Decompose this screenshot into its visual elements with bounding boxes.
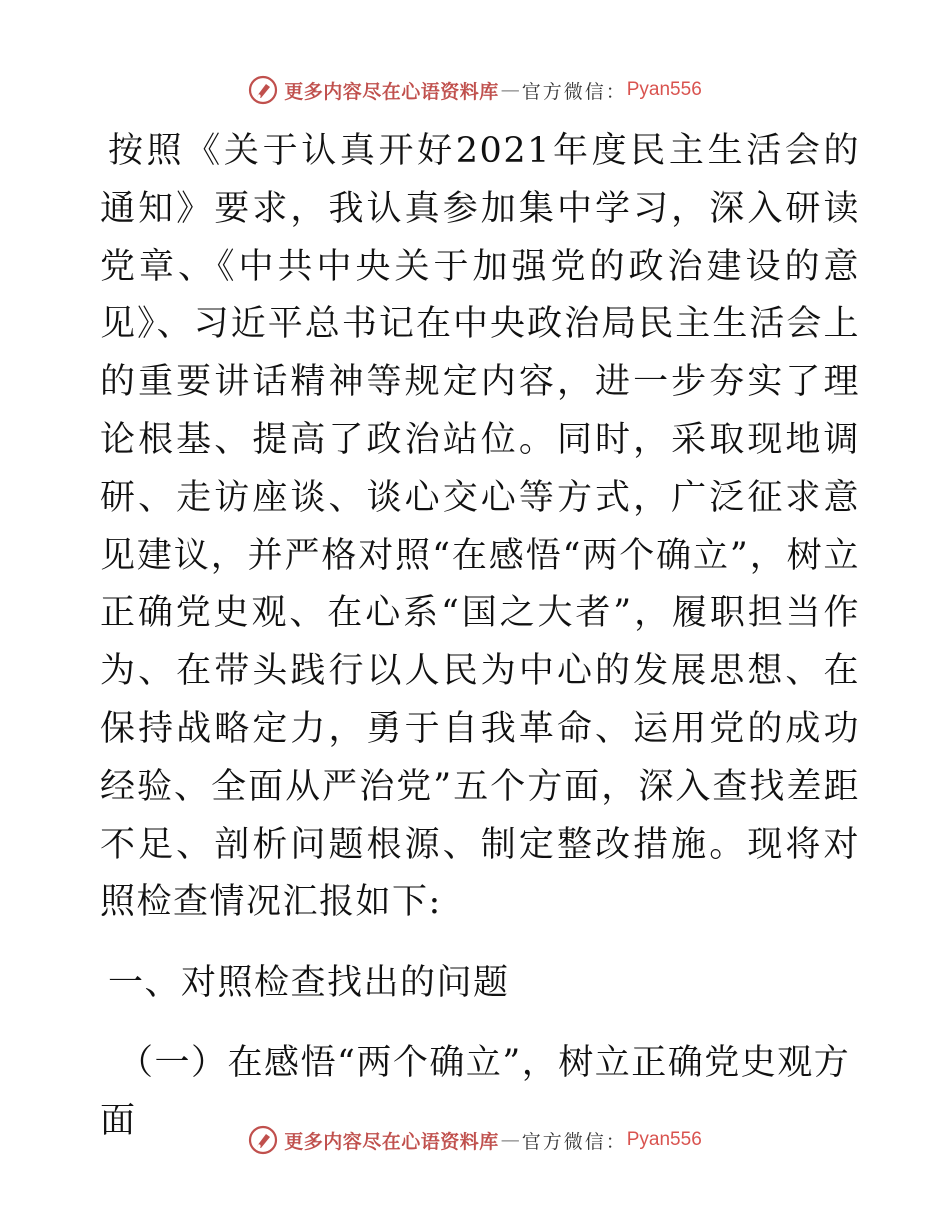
pen-nib-logo-icon (248, 1125, 278, 1155)
section-heading: 一、对照检查找出的问题 (108, 963, 510, 1004)
subsection-heading: （一）在感悟“两个确立”，树立正确党史观方面 (100, 1042, 851, 1141)
footer-watermark-banner (0, 1120, 950, 1160)
watermark-dash: — (500, 79, 520, 101)
watermark-wechat-id: Pyan556 (626, 79, 702, 100)
watermark-wechat-label: 官方微信： (521, 80, 627, 103)
pen-nib-logo-icon (248, 75, 278, 105)
intro-paragraph: 按照《关于认真开好2021年度民主生活会的通知》要求，我认真参加集中学习，深入研读党章、《中共中央关于加强党的政治建设的意见》、习近平总书记在中央政治局民主生活会上的重要讲话精神等规定内容，进一步夯实了理论根基、提高了政治站位。同时，采取现地调研、走访座谈、谈心交心等方式，广泛征求意见建议，并严格对照“在感悟“两个确立”，树立正确党史观、在心系“国之大者”，履职担当作为、在带头践行以人民为中心的发展思想、在保持战略定力，勇于自我革命、运用党的成功经验、全面从严治党”五个方面，深入查找差距不足、剖析问题根源、制定整改措施。现将对照检查情况汇报如下: (100, 131, 860, 923)
watermark-site-text: 更多内容尽在心语资料库 (284, 1130, 499, 1153)
watermark-dash: — (500, 1129, 520, 1151)
watermark-wechat-id: Pyan556 (626, 1129, 702, 1150)
document-body (100, 123, 860, 1151)
watermark-wechat-label: 官方微信： (521, 1130, 627, 1153)
header-watermark-banner (0, 70, 950, 110)
watermark-site-text: 更多内容尽在心语资料库 (284, 80, 499, 103)
